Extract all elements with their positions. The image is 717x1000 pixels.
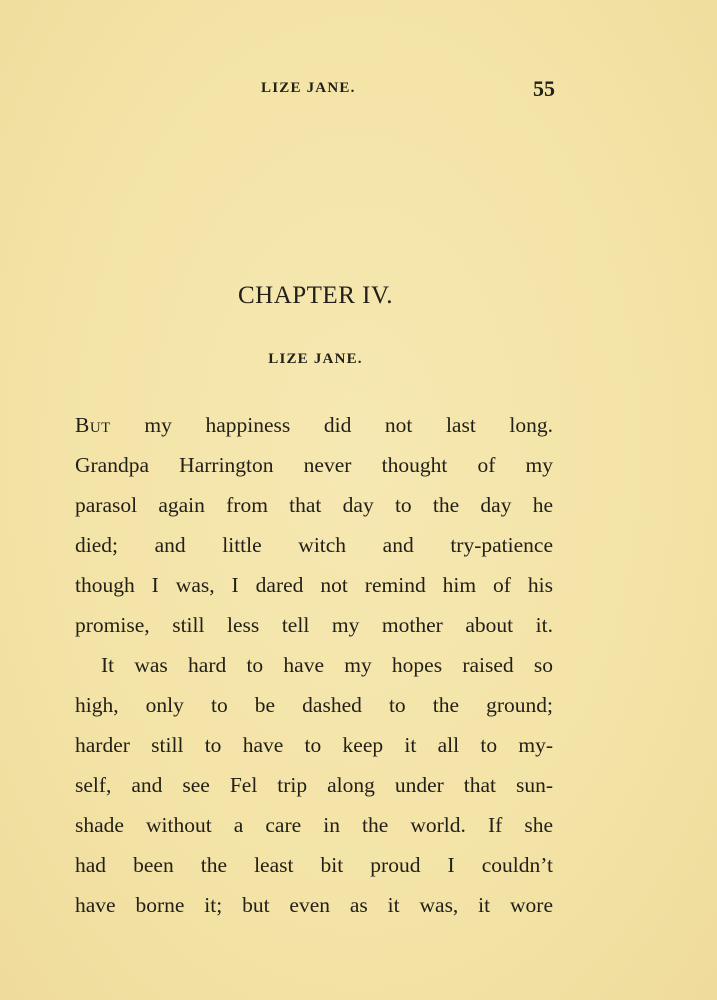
text-line: had been the least bit proud I couldn’t [75,853,553,877]
opening-word: But [75,413,111,437]
text-line: self, and see Fel trip along under that sun- [75,773,553,797]
page-number: 55 [533,76,555,101]
text-line: It was hard to have my hopes raised so [101,653,553,677]
chapter-title: CHAPTER IV. [237,282,394,309]
chapter-subtitle: LIZE JANE. [268,351,363,367]
text-line: high, only to be dashed to the ground; [75,693,553,717]
body-text [75,405,553,925]
text-line: harder still to have to keep it all to my- [75,733,553,757]
running-title: LIZE JANE. [261,80,356,96]
text-line [75,405,553,445]
text-line: parasol again from that day to the day he [75,493,553,517]
text-line: shade without a care in the world. If she [75,813,553,837]
text-line: Grandpa Harrington never thought of my [75,453,553,477]
text-line: promise, still less tell my mother about it. [75,613,553,637]
text-line: though I was, I dared not remind him of his [75,573,553,597]
line-text: my happiness did not last long. [110,413,553,437]
text-line: have borne it; but even as it was, it wore [75,893,553,917]
text-line: died; and little witch and try-patience [75,533,553,557]
running-head [75,76,555,102]
